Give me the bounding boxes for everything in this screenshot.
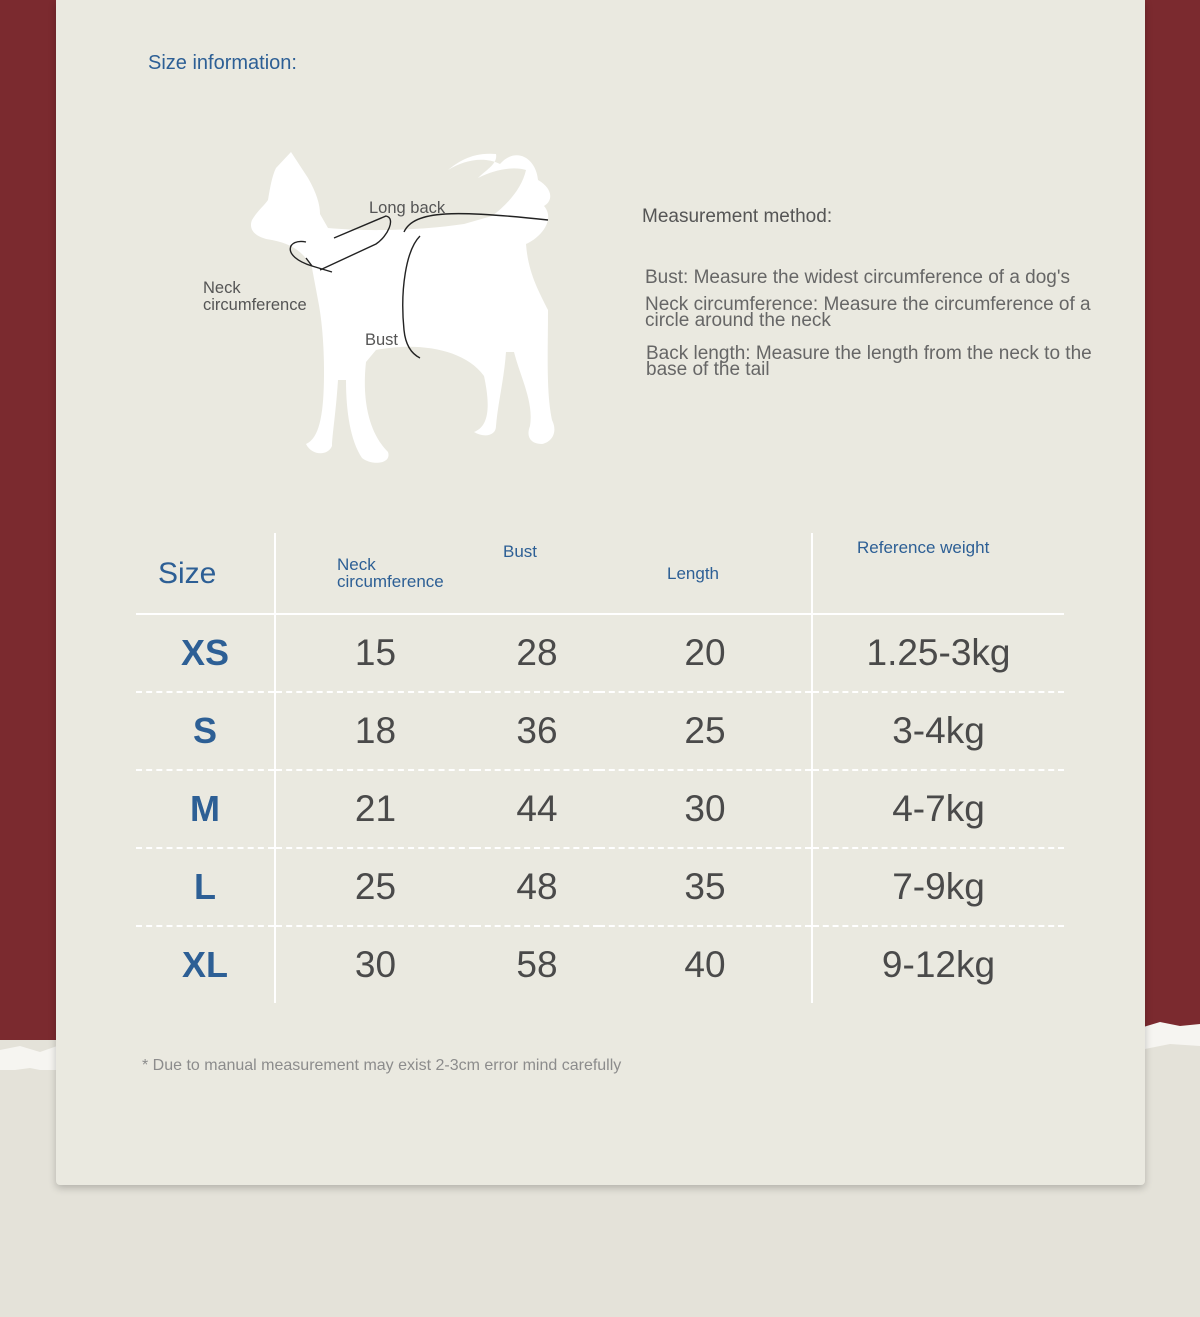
method-neck: Neck circumference: Measure the circumference of a circle around the neck bbox=[645, 294, 1091, 331]
bust-label: Bust bbox=[365, 331, 399, 349]
size-cell: M bbox=[136, 770, 275, 848]
size-card bbox=[56, 0, 1145, 1185]
neck-cell: 30 bbox=[275, 926, 475, 1003]
table-row bbox=[136, 926, 1064, 1003]
bust-cell: 58 bbox=[475, 926, 599, 1003]
bust-cell: 48 bbox=[475, 848, 599, 926]
size-cell: XL bbox=[136, 926, 275, 1003]
table-row bbox=[136, 770, 1064, 848]
long-back-label: Long back bbox=[369, 199, 446, 217]
size-table bbox=[136, 533, 1064, 1003]
length-cell: 30 bbox=[599, 770, 812, 848]
measurement-method-title: Measurement method: bbox=[642, 206, 833, 227]
neck-cell: 21 bbox=[275, 770, 475, 848]
weight-cell: 9-12kg bbox=[812, 926, 1064, 1003]
header-size: Size bbox=[136, 533, 275, 614]
weight-cell: 7-9kg bbox=[812, 848, 1064, 926]
neck-cell: 15 bbox=[354, 632, 397, 673]
header-neck: Neck circumference bbox=[275, 533, 475, 614]
length-cell: 25 bbox=[599, 692, 812, 770]
table-row bbox=[136, 614, 1064, 692]
table-row bbox=[136, 848, 1064, 926]
header-length: Length bbox=[599, 533, 812, 614]
table-header-row bbox=[136, 533, 1064, 614]
header-bust: Bust bbox=[475, 533, 599, 614]
size-cell: L bbox=[136, 848, 275, 926]
weight-cell: 1.25-3kg bbox=[866, 632, 1011, 673]
neck-circumference-label: Neck circumference bbox=[203, 279, 307, 314]
measurement-note: * Due to manual measurement may exist 2-3cm error mind carefully bbox=[142, 1057, 622, 1074]
size-cell: S bbox=[136, 692, 275, 770]
neck-cell: 25 bbox=[275, 848, 475, 926]
method-back-length: Back length: Measure the length from the neck to the base of the tail bbox=[646, 343, 1092, 380]
length-cell: 20 bbox=[599, 614, 812, 692]
bust-cell: 44 bbox=[475, 770, 599, 848]
header-weight: Reference weight bbox=[812, 533, 1064, 614]
length-cell: 35 bbox=[599, 848, 812, 926]
table-row bbox=[136, 692, 1064, 770]
size-cell: XS bbox=[136, 614, 275, 692]
bust-cell: 28 bbox=[516, 632, 558, 673]
weight-cell: 4-7kg bbox=[812, 770, 1064, 848]
bust-cell: 36 bbox=[475, 692, 599, 770]
page-title: Size information: bbox=[148, 52, 297, 74]
weight-cell: 3-4kg bbox=[812, 692, 1064, 770]
method-bust: Bust: Measure the widest circumference of a dog's bbox=[645, 267, 1070, 288]
neck-cell: 18 bbox=[275, 692, 475, 770]
length-cell: 40 bbox=[599, 926, 812, 1003]
